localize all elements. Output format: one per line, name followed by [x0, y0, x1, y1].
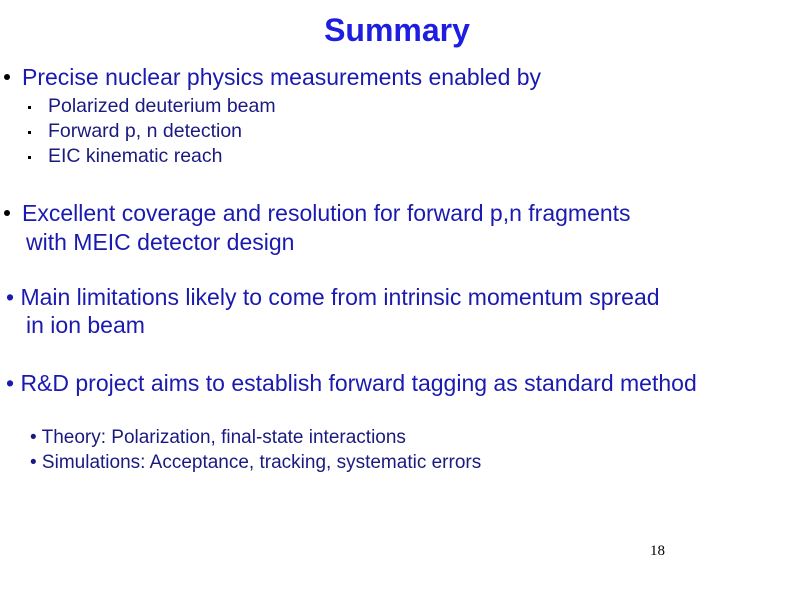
- sub-bullet-polarized-beam: [48, 94, 276, 118]
- bullet-dot-icon: [4, 74, 10, 80]
- sub-bullet-text: Polarized deuterium beam: [48, 95, 276, 117]
- bullet-text-line2: in ion beam: [26, 312, 145, 338]
- bullet-rd-project: [6, 369, 697, 397]
- sub-bullet-dot-icon: [28, 156, 31, 159]
- sub-point-theory: • Theory: Polarization, final-state interactions: [30, 427, 406, 448]
- bullet-excellent-coverage-continued: [26, 228, 294, 256]
- bullet-main-limitations: [6, 283, 660, 339]
- bullet-text-line1: • R&D project aims to establish forward tagging as standard method: [6, 370, 697, 396]
- sub-bullet-kinematic-reach: [48, 144, 222, 168]
- sub-bullet-dot-icon: [28, 131, 31, 134]
- page-number: 18: [650, 543, 665, 559]
- bullet-dot-icon: [4, 210, 10, 216]
- sub-bullet-dot-icon: [28, 106, 31, 109]
- bullet-excellent-coverage: [22, 199, 631, 227]
- slide-title: Summary: [324, 12, 470, 48]
- sub-bullet-text: EIC kinematic reach: [48, 145, 223, 167]
- bullet-text-line1: • Main limitations likely to come from intrinsic momentum spread: [6, 284, 660, 310]
- sub-bullet-forward-detection: [48, 119, 242, 143]
- bullet-precise-measurements: [22, 63, 541, 91]
- sub-point-simulations: • Simulations: Acceptance, tracking, systematic errors: [30, 452, 482, 473]
- bullet-text-line1: Excellent coverage and resolution for forward p,n fragments: [22, 200, 631, 226]
- sub-bullet-text: Forward p, n detection: [48, 120, 243, 142]
- bullet-text-line2: with MEIC detector design: [26, 229, 295, 255]
- bullet-text: Precise nuclear physics measurements enabled by: [22, 64, 542, 90]
